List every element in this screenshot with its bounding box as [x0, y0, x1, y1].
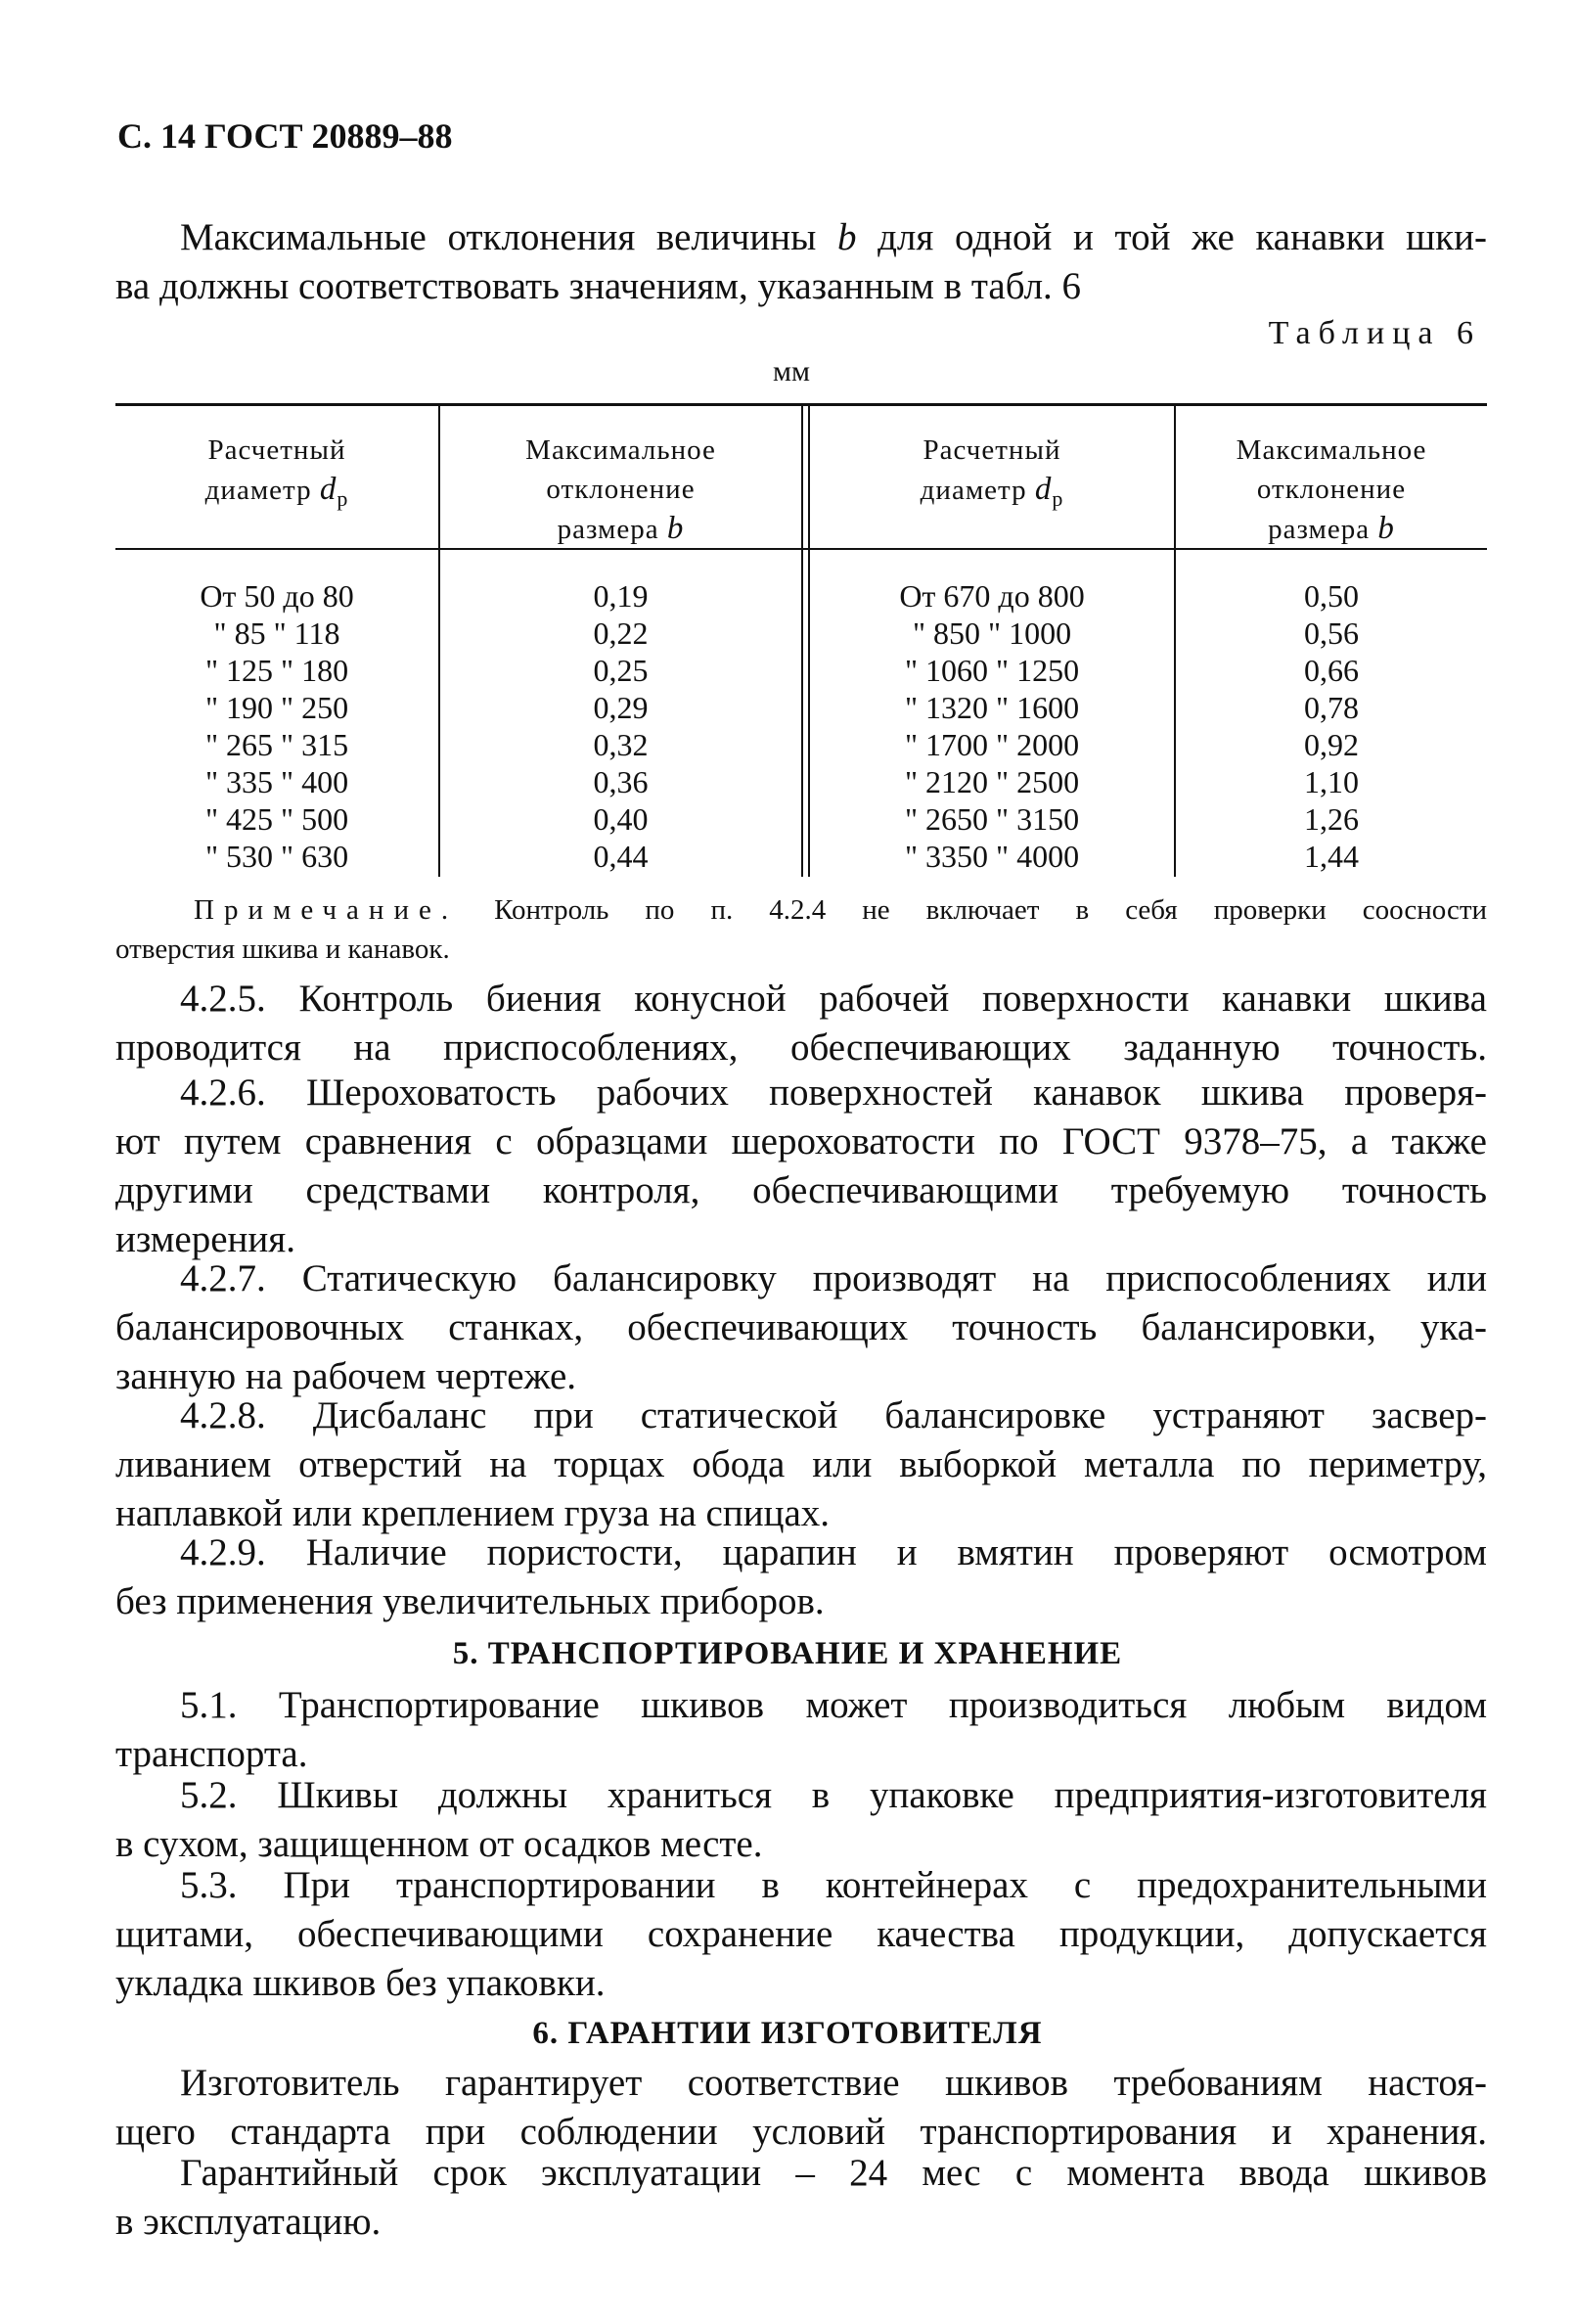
table-cell: 0,50: [1304, 578, 1359, 614]
paragraph-4-2-9: 4.2.9. Наличие пористости, царапин и вмятин проверяют осмотром без применения увеличительных приборов.: [115, 1531, 1487, 1622]
table-cell: 0,22: [593, 615, 649, 651]
table-cell: " 530 " 630: [204, 839, 349, 874]
table-unit: мм: [773, 355, 810, 387]
col-divider-2a: [801, 403, 803, 877]
note-text-2: отверстия шкива и канавок.: [115, 934, 450, 965]
intro-paragraph: [115, 213, 1487, 311]
paragraph-5-1: 5.1. Транспортирование шкивов может производиться любым видом транспорта.: [115, 1684, 1487, 1775]
table-caption: Таблица 6: [1268, 315, 1481, 351]
column-diameter-1: [115, 577, 438, 875]
intro-line-1: Максимальные отклонения величины b для одной и той же канавки шки-: [180, 216, 1487, 258]
table-cell: " 1700 " 2000: [904, 727, 1080, 762]
header-diameter-1: Расчетный диаметр $d_p$: [204, 434, 349, 511]
intro-line-2: ва должны соответствовать значениям, указанным в табл. 6: [115, 265, 1082, 307]
table-cell: 0,40: [593, 801, 649, 837]
section-6-title: 6. ГАРАНТИИ ИЗГОТОВИТЕЛЯ: [532, 2016, 1043, 2051]
paragraph-4-2-5: 4.2.5. Контроль биения конусной рабочей поверхности канавки шкива проводится на приспособлениях, обеспечивающих заданную точность.: [115, 978, 1487, 1069]
paragraph-4-2-6: 4.2.6. Шероховатость рабочих поверхностей канавок шкива проверя- ют путем сравнения с образцами шероховатости по ГОСТ 9378–75, а также другими средствами контроля, обеспечивающими требуемую точность измерения.: [115, 1071, 1487, 1260]
note-text-1: Контроль по п. 4.2.4 не включает в себя проверки соосности: [494, 894, 1488, 926]
paragraph-guarantee-1: Изготовитель гарантирует соответствие шкивов требованиям настоя- щего стандарта при соблюдении условий транспортирования и хранения.: [115, 2062, 1487, 2153]
paragraph-guarantee-2: Гарантийный срок эксплуатации – 24 мес с момента ввода шкивов в эксплуатацию.: [115, 2152, 1487, 2243]
paragraph-4-2-7: 4.2.7. Статическую балансировку производят на приспособлениях или балансировочных станках, обеспечивающих точность балансировки, ука- занную на рабочем чертеже.: [115, 1257, 1487, 1397]
header-diameter-2: Расчетный диаметр $d_p$: [920, 434, 1064, 511]
table-cell: " 2650 " 3150: [904, 801, 1080, 837]
table-cell: 0,44: [593, 839, 649, 874]
table-note: [115, 890, 1487, 969]
table-cell: " 425 " 500: [204, 801, 349, 837]
table-cell: 1,26: [1304, 801, 1359, 837]
table-cell: 0,92: [1304, 727, 1359, 762]
table-cell: " 2120 " 2500: [904, 764, 1080, 799]
table-cell: 0,66: [1304, 653, 1359, 688]
paragraph-5-2: 5.2. Шкивы должны храниться в упаковке предприятия-изготовителя в сухом, защищенном от осадков месте.: [115, 1774, 1487, 1865]
note-label: Примечание.: [194, 894, 459, 926]
table-cell: " 1320 " 1600: [904, 690, 1080, 725]
table-cell: 0,29: [593, 690, 649, 725]
table-cell: 0,36: [593, 764, 649, 799]
table-cell: От 670 до 800: [899, 578, 1085, 614]
header-deviation-1: Максимальное отклонение размера b: [525, 434, 716, 546]
table-cell: 0,32: [593, 727, 649, 762]
table-cell: 0,78: [1304, 690, 1359, 725]
table-cell: " 265 " 315: [204, 727, 349, 762]
column-deviation-2: [1176, 577, 1487, 875]
data-table: [115, 403, 1487, 877]
table-cell: От 50 до 80: [200, 578, 354, 614]
table-cell: " 850 " 1000: [912, 615, 1072, 651]
table-cell: " 125 " 180: [204, 653, 349, 688]
table-cell: 0,25: [593, 653, 649, 688]
section-5-title: 5. ТРАНСПОРТИРОВАНИЕ И ХРАНЕНИЕ: [452, 1636, 1123, 1671]
page-header: С. 14 ГОСТ 20889–88: [117, 116, 453, 156]
table-cell: " 1060 " 1250: [904, 653, 1080, 688]
table-cell: 0,56: [1304, 615, 1359, 651]
column-diameter-2: [810, 577, 1174, 875]
table-cell: 0,19: [593, 578, 649, 614]
header-deviation-2: Максимальное отклонение размера b: [1236, 434, 1427, 546]
column-deviation-1: [440, 577, 801, 875]
table-cell: 1,10: [1304, 764, 1359, 799]
table-cell: " 190 " 250: [204, 690, 349, 725]
paragraph-5-3: 5.3. При транспортировании в контейнерах с предохранительными щитами, обеспечивающими сохранение качества продукции, допускается укладка шкивов без упаковки.: [115, 1864, 1487, 2004]
table-cell: 1,44: [1304, 839, 1359, 874]
table-cell: " 85 " 118: [213, 615, 340, 651]
table-cell: " 335 " 400: [204, 764, 349, 799]
table-cell: " 3350 " 4000: [904, 839, 1080, 874]
paragraph-4-2-8: 4.2.8. Дисбаланс при статической балансировке устраняют засвер- ливанием отверстий на торцах обода или выборкой металла по периметру, наплавкой или креплением груза на спицах.: [115, 1394, 1487, 1534]
